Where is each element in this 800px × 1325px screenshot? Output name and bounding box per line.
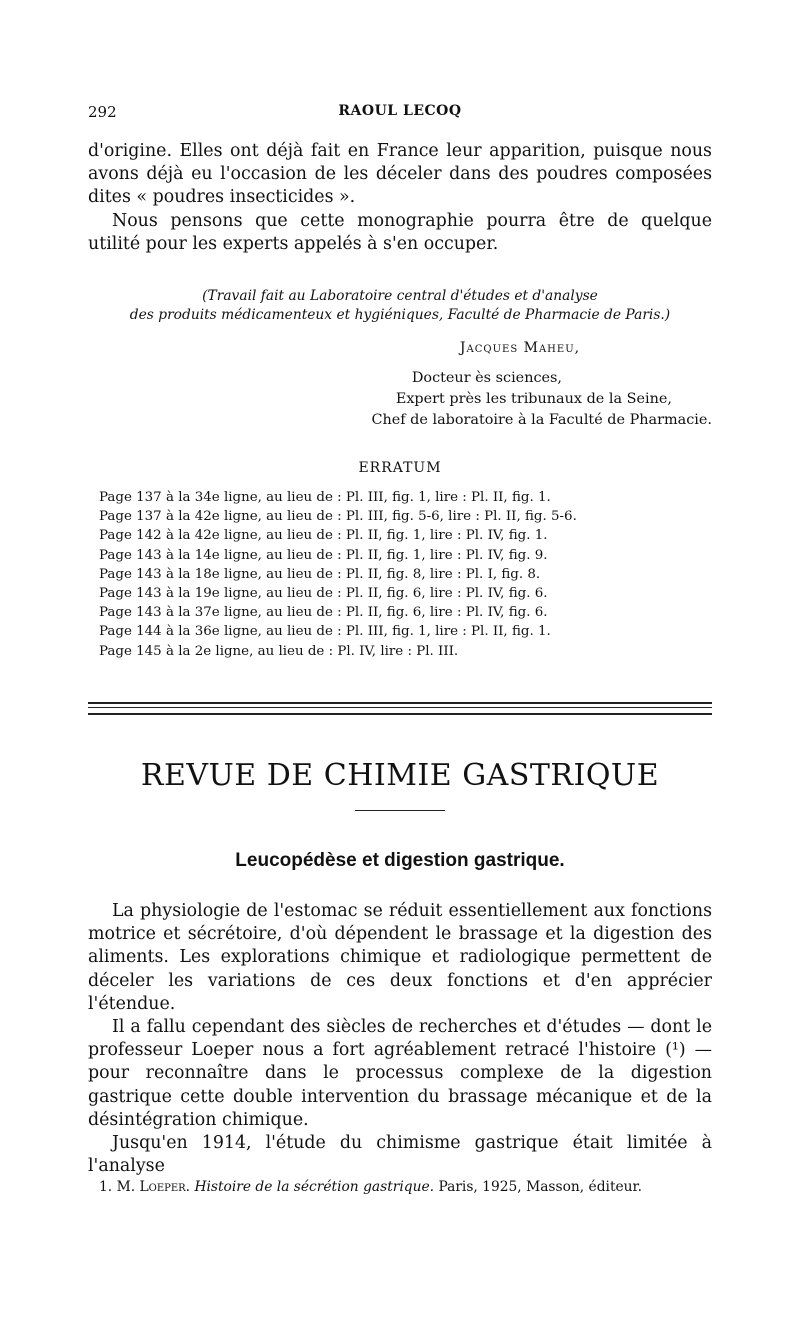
paragraph: Nous pensons que cette monographie pourra être de quelque utilité pour les experts appelés à s'en occuper. — [88, 210, 712, 254]
erratum-row: Page 143 à la 14e ligne, au lieu de : Pl. II, fig. 1, lire : Pl. IV, fig. 9. — [99, 547, 548, 563]
erratum-row: Page 137 à la 42e ligne, au lieu de : Pl. III, fig. 5-6, lire : Pl. II, fig. 5-6. — [99, 509, 577, 525]
erratum-row: Page 137 à la 34e ligne, au lieu de : Pl. III, fig. 1, lire : Pl. II, fig. 1. — [99, 490, 551, 505]
footnote-publisher: Paris, 1925, Masson, éditeur. — [438, 1179, 643, 1195]
author-title: Docteur ès sciences, — [411, 370, 562, 386]
erratum-heading: ERRATUM — [358, 460, 442, 476]
paragraph: d'origine. Elles ont déjà fait en France leur apparition, puisque nous avons déjà eu l'occasion de les déceler dans des poudres composées dites « poudres insecticides ». — [88, 141, 712, 208]
article-title: Leucopédèse et digestion gastrique. — [235, 850, 565, 871]
footnote-author-prefix: M. — [116, 1179, 136, 1195]
erratum-row: Page 143 à la 18e ligne, au lieu de : Pl. II, fig. 8, lire : Pl. I, fig. 8. — [99, 566, 541, 582]
title-rule — [355, 810, 445, 811]
footnote — [99, 1178, 711, 1197]
main-text-block — [88, 900, 712, 1178]
footnote-author: Loeper. — [139, 1179, 191, 1195]
section-divider — [88, 713, 712, 715]
author-name: Jacques Maheu, — [459, 340, 581, 356]
paragraph: Jusqu'en 1914, l'étude du chimisme gastrique était limitée à l'analyse — [88, 1133, 712, 1177]
erratum-row: Page 145 à la 2e ligne, au lieu de : Pl. IV, lire : Pl. III. — [99, 643, 459, 659]
credit-line: (Travail fait au Laboratoire central d'études et d'analyse — [202, 288, 598, 304]
paragraph: La physiologie de l'estomac se réduit essentiellement aux fonctions motrice et sécrétoire, d'où dépendent le brassage et la digestion des aliments. Les explorations chimique et radiologique permettent de déceler les variations de ces deux fonctions et d'en apprécier l'étendue. — [88, 901, 712, 1014]
footnote-work: Histoire de la sécrétion gastrique. — [194, 1179, 435, 1195]
erratum-row: Page 144 à la 36e ligne, au lieu de : Pl. III, fig. 1, lire : Pl. II, fig. 1. — [99, 624, 551, 640]
erratum-row: Page 143 à la 19e ligne, au lieu de : Pl. II, fig. 6, lire : Pl. IV, fig. 6. — [99, 585, 548, 601]
running-title: RAOUL LECOQ — [338, 103, 462, 119]
erratum-row: Page 142 à la 42e ligne, au lieu de : Pl. II, fig. 1, lire : Pl. IV, fig. 1. — [99, 528, 548, 544]
erratum-list — [99, 488, 699, 661]
paragraph: Il a fallu cependant des siècles de recherches et d'études — dont le professeur Loeper nous a fort agréablement retracé l'histoire (¹) — pour reconnaître dans le processus complexe de la digestion gastrique cette double intervention du brassage mécanique et de la désintégration chimique. — [88, 1017, 712, 1130]
page-number: 292 — [88, 103, 117, 121]
footnote-number: 1. — [99, 1179, 113, 1195]
erratum-row: Page 143 à la 37e ligne, au lieu de : Pl. II, fig. 6, lire : Pl. IV, fig. 6. — [99, 605, 548, 621]
author-title: Expert près les tribunaux de la Seine, — [395, 391, 672, 407]
lab-credit — [88, 287, 712, 325]
author-title: Chef de laboratoire à la Faculté de Pharmacie. — [371, 412, 712, 428]
section-divider — [88, 702, 712, 704]
section-title: REVUE DE CHIMIE GASTRIQUE — [140, 758, 660, 793]
running-header — [88, 103, 712, 127]
credit-line: des produits médicamenteux et hygiéniques, Faculté de Pharmacie de Paris.) — [129, 307, 671, 323]
top-text-block — [88, 140, 712, 256]
section-divider — [88, 707, 712, 708]
